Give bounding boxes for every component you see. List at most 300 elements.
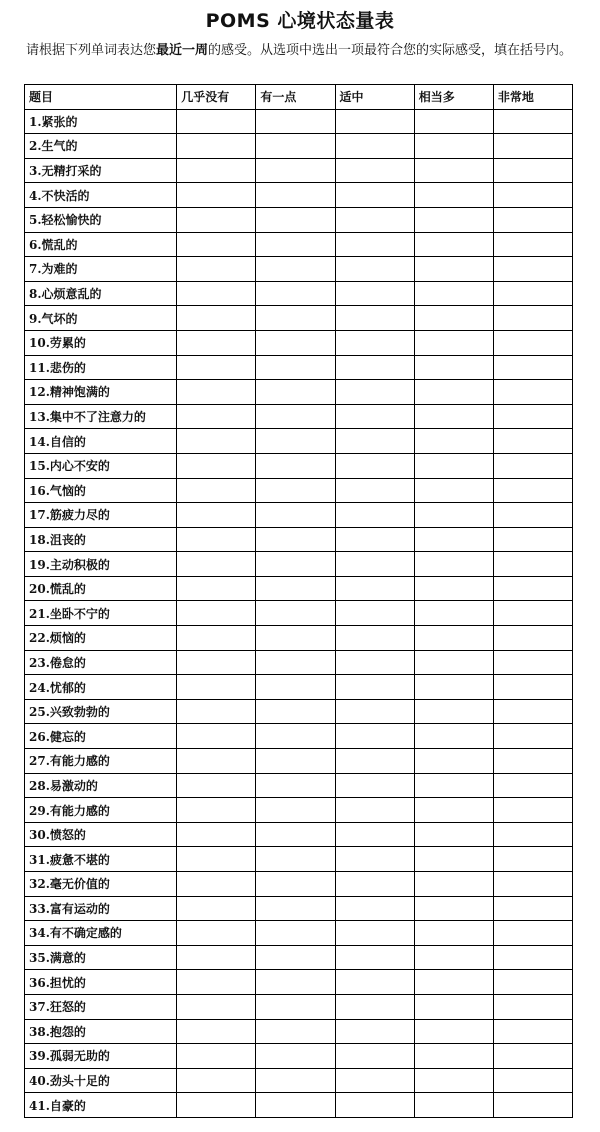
answer-cell[interactable] (256, 626, 335, 651)
answer-cell[interactable] (177, 576, 256, 601)
answer-cell[interactable] (177, 675, 256, 700)
answer-cell[interactable] (256, 994, 335, 1019)
answer-cell[interactable] (177, 232, 256, 257)
answer-cell[interactable] (177, 773, 256, 798)
item-label: 14.自信的 (25, 429, 177, 454)
table-row (25, 798, 573, 823)
table-row (25, 380, 573, 405)
answer-cell[interactable] (335, 306, 414, 331)
answer-cell[interactable] (335, 626, 414, 651)
answer-cell[interactable] (414, 429, 493, 454)
header-item: 题目 (25, 85, 177, 110)
answer-cell[interactable] (414, 503, 493, 528)
item-label: 27.有能力感的 (25, 749, 177, 774)
answer-cell[interactable] (256, 527, 335, 552)
item-label: 7.为难的 (25, 257, 177, 282)
answer-cell[interactable] (335, 503, 414, 528)
table-row (25, 945, 573, 970)
answer-cell[interactable] (177, 724, 256, 749)
answer-cell[interactable] (256, 355, 335, 380)
item-label: 35.满意的 (25, 945, 177, 970)
answer-cell[interactable] (256, 749, 335, 774)
answer-cell[interactable] (493, 158, 572, 183)
table-row (25, 109, 573, 134)
answer-cell[interactable] (414, 183, 493, 208)
answer-cell[interactable] (335, 478, 414, 503)
answer-cell[interactable] (414, 1093, 493, 1118)
answer-cell[interactable] (335, 601, 414, 626)
answer-cell[interactable] (414, 970, 493, 995)
table-row (25, 847, 573, 872)
item-label: 40.劲头十足的 (25, 1068, 177, 1093)
answer-cell[interactable] (493, 1044, 572, 1069)
answer-cell[interactable] (256, 1068, 335, 1093)
item-label: 6.慌乱的 (25, 232, 177, 257)
answer-cell[interactable] (414, 773, 493, 798)
table-row (25, 306, 573, 331)
answer-cell[interactable] (335, 650, 414, 675)
answer-cell[interactable] (335, 872, 414, 897)
answer-cell[interactable] (177, 896, 256, 921)
answer-cell[interactable] (493, 281, 572, 306)
answer-cell[interactable] (335, 404, 414, 429)
table-row (25, 896, 573, 921)
table-row (25, 183, 573, 208)
table-row (25, 921, 573, 946)
table-row (25, 158, 573, 183)
answer-cell[interactable] (414, 158, 493, 183)
answer-cell[interactable] (256, 158, 335, 183)
answer-cell[interactable] (256, 453, 335, 478)
answer-cell[interactable] (177, 503, 256, 528)
answer-cell[interactable] (256, 404, 335, 429)
table-row (25, 330, 573, 355)
item-label: 32.毫无价值的 (25, 872, 177, 897)
answer-cell[interactable] (256, 896, 335, 921)
answer-cell[interactable] (177, 626, 256, 651)
answer-cell[interactable] (177, 601, 256, 626)
answer-cell[interactable] (493, 970, 572, 995)
table-row (25, 503, 573, 528)
table-row (25, 527, 573, 552)
answer-cell[interactable] (493, 945, 572, 970)
item-label: 13.集中不了注意力的 (25, 404, 177, 429)
answer-cell[interactable] (177, 1019, 256, 1044)
answer-cell[interactable] (256, 232, 335, 257)
item-label: 11.悲伤的 (25, 355, 177, 380)
answer-cell[interactable] (335, 109, 414, 134)
item-label: 15.内心不安的 (25, 453, 177, 478)
answer-cell[interactable] (335, 798, 414, 823)
item-label: 23.倦怠的 (25, 650, 177, 675)
answer-cell[interactable] (177, 798, 256, 823)
answer-cell[interactable] (256, 503, 335, 528)
answer-cell[interactable] (256, 478, 335, 503)
answer-cell[interactable] (493, 699, 572, 724)
answer-cell[interactable] (177, 749, 256, 774)
table-row (25, 207, 573, 232)
instructions-emphasis: 最近一周 (156, 43, 209, 58)
answer-cell[interactable] (256, 306, 335, 331)
answer-cell[interactable] (414, 601, 493, 626)
answer-cell[interactable] (256, 699, 335, 724)
answer-cell[interactable] (493, 896, 572, 921)
answer-cell[interactable] (177, 109, 256, 134)
instructions-text-after: 的感受。从选项中选出一项最符合您的实际感受，填在括号内。 (208, 43, 573, 58)
answer-cell[interactable] (414, 724, 493, 749)
item-label: 34.有不确定感的 (25, 921, 177, 946)
answer-cell[interactable] (414, 945, 493, 970)
item-label: 16.气恼的 (25, 478, 177, 503)
table-row (25, 281, 573, 306)
table-row (25, 1093, 573, 1118)
table-row (25, 699, 573, 724)
item-label: 8.心烦意乱的 (25, 281, 177, 306)
item-label: 22.烦恼的 (25, 626, 177, 651)
answer-cell[interactable] (493, 330, 572, 355)
answer-cell[interactable] (256, 207, 335, 232)
answer-cell[interactable] (414, 527, 493, 552)
answer-cell[interactable] (177, 330, 256, 355)
answer-cell[interactable] (335, 257, 414, 282)
instructions-text-before: 请根据下列单词表达您 (26, 43, 157, 58)
table-row (25, 429, 573, 454)
answer-cell[interactable] (256, 380, 335, 405)
answer-cell[interactable] (256, 921, 335, 946)
item-label: 29.有能力感的 (25, 798, 177, 823)
answer-cell[interactable] (256, 675, 335, 700)
item-label: 31.疲惫不堪的 (25, 847, 177, 872)
answer-cell[interactable] (256, 1044, 335, 1069)
answer-cell[interactable] (414, 281, 493, 306)
answer-cell[interactable] (493, 503, 572, 528)
answer-cell[interactable] (335, 134, 414, 159)
answer-cell[interactable] (177, 355, 256, 380)
answer-cell[interactable] (177, 207, 256, 232)
item-label: 24.忧郁的 (25, 675, 177, 700)
answer-cell[interactable] (335, 1044, 414, 1069)
answer-cell[interactable] (335, 994, 414, 1019)
table-row (25, 355, 573, 380)
answer-cell[interactable] (335, 281, 414, 306)
answer-cell[interactable] (414, 896, 493, 921)
answer-cell[interactable] (335, 380, 414, 405)
answer-cell[interactable] (414, 404, 493, 429)
answer-cell[interactable] (493, 724, 572, 749)
answer-cell[interactable] (177, 1093, 256, 1118)
answer-cell[interactable] (414, 626, 493, 651)
answer-cell[interactable] (493, 134, 572, 159)
answer-cell[interactable] (414, 330, 493, 355)
answer-cell[interactable] (177, 429, 256, 454)
answer-cell[interactable] (493, 749, 572, 774)
answer-cell[interactable] (177, 970, 256, 995)
answer-cell[interactable] (335, 945, 414, 970)
item-label: 33.富有运动的 (25, 896, 177, 921)
answer-cell[interactable] (256, 330, 335, 355)
header-option: 几乎没有 (177, 85, 256, 110)
answer-cell[interactable] (414, 257, 493, 282)
answer-cell[interactable] (177, 921, 256, 946)
answer-cell[interactable] (493, 453, 572, 478)
table-row (25, 134, 573, 159)
answer-cell[interactable] (493, 650, 572, 675)
item-label: 4.不快活的 (25, 183, 177, 208)
answer-cell[interactable] (256, 1019, 335, 1044)
answer-cell[interactable] (335, 749, 414, 774)
answer-cell[interactable] (335, 576, 414, 601)
answer-cell[interactable] (335, 1068, 414, 1093)
answer-cell[interactable] (177, 847, 256, 872)
answer-cell[interactable] (414, 306, 493, 331)
answer-cell[interactable] (493, 576, 572, 601)
answer-cell[interactable] (414, 1044, 493, 1069)
answer-cell[interactable] (335, 453, 414, 478)
answer-cell[interactable] (414, 453, 493, 478)
table-header-row (25, 85, 573, 110)
item-label: 1.紧张的 (25, 109, 177, 134)
answer-cell[interactable] (335, 158, 414, 183)
answer-cell[interactable] (335, 232, 414, 257)
table-row (25, 453, 573, 478)
answer-cell[interactable] (177, 380, 256, 405)
answer-cell[interactable] (335, 921, 414, 946)
answer-cell[interactable] (256, 281, 335, 306)
answer-cell[interactable] (177, 281, 256, 306)
answer-cell[interactable] (335, 552, 414, 577)
answer-cell[interactable] (335, 970, 414, 995)
table-row (25, 872, 573, 897)
answer-cell[interactable] (493, 601, 572, 626)
answer-cell[interactable] (493, 994, 572, 1019)
answer-cell[interactable] (177, 183, 256, 208)
answer-cell[interactable] (335, 1019, 414, 1044)
answer-cell[interactable] (177, 650, 256, 675)
item-label: 39.孤弱无助的 (25, 1044, 177, 1069)
table-row (25, 749, 573, 774)
answer-cell[interactable] (493, 1019, 572, 1044)
answer-cell[interactable] (493, 798, 572, 823)
answer-cell[interactable] (414, 699, 493, 724)
item-label: 25.兴致勃勃的 (25, 699, 177, 724)
answer-cell[interactable] (414, 576, 493, 601)
answer-cell[interactable] (177, 527, 256, 552)
answer-cell[interactable] (256, 945, 335, 970)
table-row (25, 478, 573, 503)
table-row (25, 1019, 573, 1044)
answer-cell[interactable] (335, 724, 414, 749)
answer-cell[interactable] (335, 183, 414, 208)
item-label: 18.沮丧的 (25, 527, 177, 552)
item-label: 19.主动积极的 (25, 552, 177, 577)
answer-cell[interactable] (335, 896, 414, 921)
answer-cell[interactable] (493, 847, 572, 872)
answer-cell[interactable] (177, 1044, 256, 1069)
table-row (25, 773, 573, 798)
table-row (25, 552, 573, 577)
answer-cell[interactable] (177, 404, 256, 429)
answer-cell[interactable] (493, 183, 572, 208)
item-label: 5.轻松愉快的 (25, 207, 177, 232)
answer-cell[interactable] (177, 822, 256, 847)
item-label: 9.气坏的 (25, 306, 177, 331)
answer-cell[interactable] (493, 921, 572, 946)
answer-cell[interactable] (177, 306, 256, 331)
answer-cell[interactable] (493, 257, 572, 282)
table-row (25, 404, 573, 429)
answer-cell[interactable] (493, 429, 572, 454)
answer-cell[interactable] (493, 773, 572, 798)
answer-cell[interactable] (493, 232, 572, 257)
table-row (25, 232, 573, 257)
answer-cell[interactable] (177, 257, 256, 282)
answer-cell[interactable] (256, 773, 335, 798)
header-option: 适中 (335, 85, 414, 110)
item-label: 41.自豪的 (25, 1093, 177, 1118)
answer-cell[interactable] (256, 798, 335, 823)
header-option: 非常地 (493, 85, 572, 110)
table-row (25, 601, 573, 626)
answer-cell[interactable] (493, 306, 572, 331)
answer-cell[interactable] (177, 158, 256, 183)
answer-cell[interactable] (335, 1093, 414, 1118)
answer-cell[interactable] (493, 872, 572, 897)
answer-cell[interactable] (177, 1068, 256, 1093)
poms-scale-table (24, 84, 573, 1118)
answer-cell[interactable] (414, 650, 493, 675)
header-option: 有一点 (256, 85, 335, 110)
header-option: 相当多 (414, 85, 493, 110)
table-row (25, 822, 573, 847)
answer-cell[interactable] (256, 552, 335, 577)
answer-cell[interactable] (493, 478, 572, 503)
item-label: 36.担忧的 (25, 970, 177, 995)
answer-cell[interactable] (493, 1068, 572, 1093)
answer-cell[interactable] (414, 552, 493, 577)
item-label: 21.坐卧不宁的 (25, 601, 177, 626)
answer-cell[interactable] (414, 921, 493, 946)
item-label: 20.慌乱的 (25, 576, 177, 601)
item-label: 17.筋疲力尽的 (25, 503, 177, 528)
answer-cell[interactable] (414, 207, 493, 232)
answer-cell[interactable] (177, 478, 256, 503)
answer-cell[interactable] (256, 724, 335, 749)
answer-cell[interactable] (414, 994, 493, 1019)
answer-cell[interactable] (335, 355, 414, 380)
table-row (25, 994, 573, 1019)
answer-cell[interactable] (493, 404, 572, 429)
item-label: 26.健忘的 (25, 724, 177, 749)
answer-cell[interactable] (177, 872, 256, 897)
answer-cell[interactable] (256, 872, 335, 897)
answer-cell[interactable] (256, 1093, 335, 1118)
answer-cell[interactable] (414, 847, 493, 872)
answer-cell[interactable] (177, 994, 256, 1019)
table-row (25, 257, 573, 282)
table-row (25, 576, 573, 601)
answer-cell[interactable] (335, 675, 414, 700)
answer-cell[interactable] (256, 847, 335, 872)
table-row (25, 675, 573, 700)
answer-cell[interactable] (414, 1068, 493, 1093)
answer-cell[interactable] (256, 257, 335, 282)
item-label: 30.愤怒的 (25, 822, 177, 847)
answer-cell[interactable] (493, 380, 572, 405)
table-row (25, 1068, 573, 1093)
answer-cell[interactable] (335, 699, 414, 724)
item-label: 2.生气的 (25, 134, 177, 159)
answer-cell[interactable] (335, 207, 414, 232)
answer-cell[interactable] (256, 429, 335, 454)
answer-cell[interactable] (414, 749, 493, 774)
item-label: 38.抱怨的 (25, 1019, 177, 1044)
answer-cell[interactable] (414, 675, 493, 700)
answer-cell[interactable] (256, 576, 335, 601)
table-row (25, 970, 573, 995)
answer-cell[interactable] (414, 872, 493, 897)
page-title: POMS 心境状态量表 (205, 10, 395, 32)
table-row (25, 650, 573, 675)
answer-cell[interactable] (335, 822, 414, 847)
answer-cell[interactable] (493, 109, 572, 134)
answer-cell[interactable] (493, 207, 572, 232)
answer-cell[interactable] (493, 355, 572, 380)
answer-cell[interactable] (414, 1019, 493, 1044)
answer-cell[interactable] (177, 552, 256, 577)
answer-cell[interactable] (256, 822, 335, 847)
answer-cell[interactable] (177, 453, 256, 478)
answer-cell[interactable] (335, 429, 414, 454)
answer-cell[interactable] (493, 527, 572, 552)
answer-cell[interactable] (414, 798, 493, 823)
table-row (25, 724, 573, 749)
answer-cell[interactable] (414, 478, 493, 503)
item-label: 37.狂怒的 (25, 994, 177, 1019)
instructions (26, 38, 584, 63)
answer-cell[interactable] (414, 822, 493, 847)
answer-cell[interactable] (335, 330, 414, 355)
answer-cell[interactable] (256, 970, 335, 995)
answer-cell[interactable] (335, 847, 414, 872)
answer-cell[interactable] (256, 650, 335, 675)
answer-cell[interactable] (256, 134, 335, 159)
answer-cell[interactable] (493, 626, 572, 651)
answer-cell[interactable] (177, 699, 256, 724)
answer-cell[interactable] (177, 134, 256, 159)
answer-cell[interactable] (256, 183, 335, 208)
answer-cell[interactable] (256, 601, 335, 626)
item-label: 3.无精打采的 (25, 158, 177, 183)
answer-cell[interactable] (414, 232, 493, 257)
answer-cell[interactable] (493, 822, 572, 847)
answer-cell[interactable] (414, 134, 493, 159)
item-label: 10.劳累的 (25, 330, 177, 355)
answer-cell[interactable] (414, 380, 493, 405)
answer-cell[interactable] (414, 109, 493, 134)
answer-cell[interactable] (335, 527, 414, 552)
answer-cell[interactable] (493, 675, 572, 700)
answer-cell[interactable] (177, 945, 256, 970)
table-row (25, 626, 573, 651)
answer-cell[interactable] (493, 1093, 572, 1118)
item-label: 28.易激动的 (25, 773, 177, 798)
answer-cell[interactable] (414, 355, 493, 380)
answer-cell[interactable] (335, 773, 414, 798)
table-row (25, 1044, 573, 1069)
item-label: 12.精神饱满的 (25, 380, 177, 405)
answer-cell[interactable] (256, 109, 335, 134)
answer-cell[interactable] (493, 552, 572, 577)
